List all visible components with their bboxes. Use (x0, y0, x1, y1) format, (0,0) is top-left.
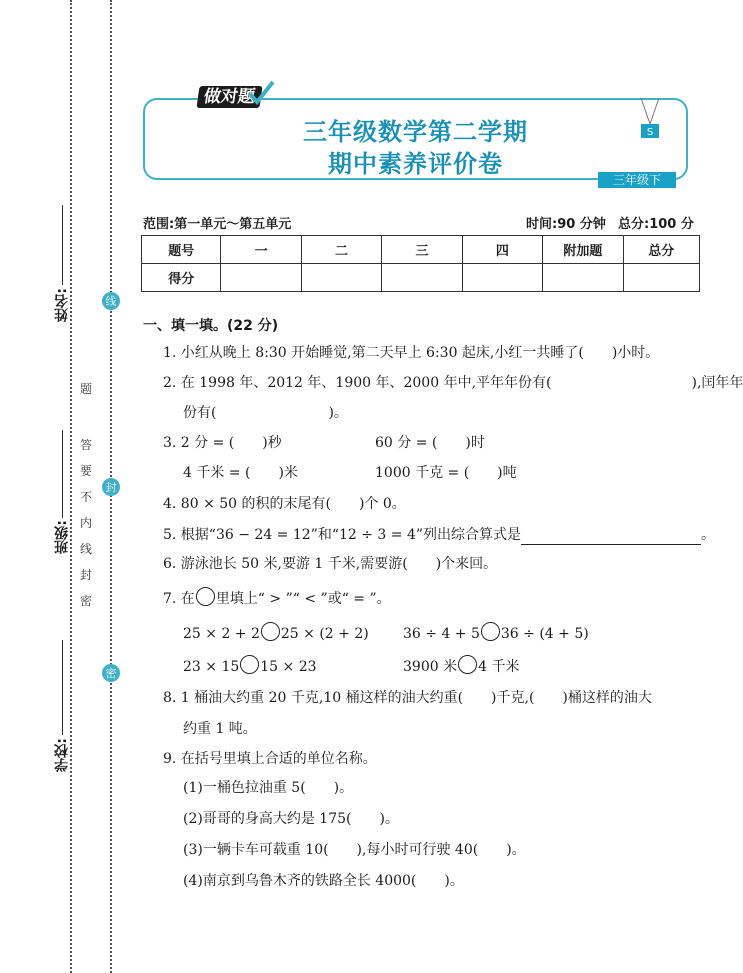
compare-circle-icon (196, 587, 215, 606)
score-header-cell: 四 (462, 236, 542, 264)
section-title: 一、填一填。(22 分) (143, 318, 279, 334)
question-9-2: (2)哥哥的身高大约是 175( )。 (183, 811, 399, 827)
title-banner (143, 98, 688, 180)
name-label: 姓名: (54, 288, 70, 322)
score-table (141, 235, 700, 292)
question-3c: 4 千米 = ( )米 (183, 465, 298, 481)
warning-char: 题 (80, 382, 93, 396)
compare-item-c (183, 655, 317, 677)
tag-pin-icon (638, 98, 662, 140)
compare-right: 15 × 23 (260, 659, 317, 675)
compare-circle-input[interactable] (458, 655, 477, 674)
question-9-4: (4)南京到乌鲁木齐的铁路全长 4000( )。 (183, 873, 464, 889)
question-4: 4. 80 × 50 的积的末尾有( )个 0。 (163, 496, 406, 512)
compare-left: 3900 米 (403, 659, 458, 675)
exam-total: 总分:100 分 (618, 217, 694, 232)
warning-char: 不 (80, 490, 93, 504)
school-label: 学校: (54, 738, 70, 772)
question-3a: 3. 2 分 = ( )秒 (163, 435, 282, 451)
name-field[interactable] (62, 205, 63, 285)
warning-char: 内 (80, 516, 93, 530)
warning-char: 答 (80, 438, 93, 452)
brand-logo: 做对题 (196, 86, 262, 108)
compare-right: 25 × (2 + 2) (280, 626, 369, 642)
question-7 (163, 587, 391, 609)
compare-left: 25 × 2 + 2 (183, 626, 260, 642)
question-7-pre: 7. 在 (163, 591, 195, 607)
question-5 (163, 525, 715, 545)
question-8-line2: 约重 1 吨。 (183, 721, 257, 737)
score-cell[interactable] (221, 264, 301, 292)
compare-item-b (403, 622, 589, 644)
score-cell[interactable] (301, 264, 381, 292)
class-label: 班级: (54, 520, 70, 554)
score-header-cell: 总分 (623, 236, 699, 264)
pin-letter: S (646, 127, 654, 138)
score-table-row (142, 264, 700, 292)
score-cell[interactable] (543, 264, 623, 292)
binding-dotted-line-outer (70, 0, 72, 973)
exam-scope: 范围:第一单元～第五单元 (143, 217, 292, 232)
question-3d: 1000 千克 = ( )吨 (375, 465, 517, 481)
question-8-line1: 8. 1 桶油大约重 20 千克,10 桶这样的油大约重( )千克,( )桶这样的油大 (163, 690, 652, 706)
warning-char: 封 (80, 568, 93, 582)
warning-char: 密 (80, 594, 93, 608)
score-header-cell: 三 (382, 236, 462, 264)
score-table-header-row (142, 236, 700, 264)
question-9-1: (1)一桶色拉油重 5( )。 (183, 780, 354, 796)
score-cell[interactable] (382, 264, 462, 292)
compare-circle-input[interactable] (261, 622, 280, 641)
class-field[interactable] (62, 430, 63, 518)
question-5-text: 5. 根据“36 − 24 = 12”和“12 ÷ 3 = 4”列出综合算式是 (163, 527, 522, 543)
score-row-label: 得分 (142, 264, 221, 292)
grade-tag: 三年级下 (598, 172, 676, 188)
warning-char: 要 (80, 464, 93, 478)
question-5-end: 。 (701, 527, 716, 543)
exam-title-line2: 期中素养评价卷 (328, 150, 503, 178)
score-header-cell: 一 (221, 236, 301, 264)
seal-secret-icon: 密 (102, 664, 120, 682)
score-cell[interactable] (462, 264, 542, 292)
question-3b: 60 分 = ( )时 (375, 435, 485, 451)
score-header-cell: 二 (301, 236, 381, 264)
checkmark-icon (246, 78, 276, 108)
score-header-cell: 题号 (142, 236, 221, 264)
compare-left: 36 ÷ 4 + 5 (403, 626, 480, 642)
compare-circle-input[interactable] (481, 622, 500, 641)
question-6: 6. 游泳池长 50 米,要游 1 千米,需要游( )个来回。 (163, 556, 498, 572)
school-field[interactable] (62, 640, 63, 735)
exam-title-line1: 三年级数学第二学期 (303, 118, 528, 146)
question-7-post: 里填上“ > ”“ < ”或“ = ”。 (215, 591, 391, 607)
question-2-line2: 份有( )。 (183, 405, 348, 421)
compare-right: 36 ÷ (4 + 5) (500, 626, 589, 642)
compare-left: 23 × 15 (183, 659, 240, 675)
question-2-line1: 2. 在 1998 年、2012 年、1900 年、2000 年中,平年年份有( ),闰年年 (163, 375, 743, 391)
question-9: 9. 在括号里填上合适的单位名称。 (163, 751, 377, 767)
compare-item-a (183, 622, 369, 644)
question-9-3: (3)一辆卡车可载重 10( ),每小时可行驶 40( )。 (183, 842, 526, 858)
exam-time: 时间:90 分钟 (526, 217, 606, 232)
compare-item-d (403, 655, 519, 677)
warning-char: 线 (80, 542, 93, 556)
score-header-cell: 附加题 (543, 236, 623, 264)
compare-circle-input[interactable] (240, 655, 259, 674)
seal-line-icon: 线 (102, 292, 120, 310)
seal-seal-icon: 封 (102, 478, 120, 496)
score-cell[interactable] (623, 264, 699, 292)
compare-right: 4 千米 (478, 659, 520, 675)
answer-blank[interactable] (521, 530, 701, 545)
question-1: 1. 小红从晚上 8:30 开始睡觉,第二天早上 6:30 起床,小红一共睡了( )小时。 (163, 345, 660, 361)
